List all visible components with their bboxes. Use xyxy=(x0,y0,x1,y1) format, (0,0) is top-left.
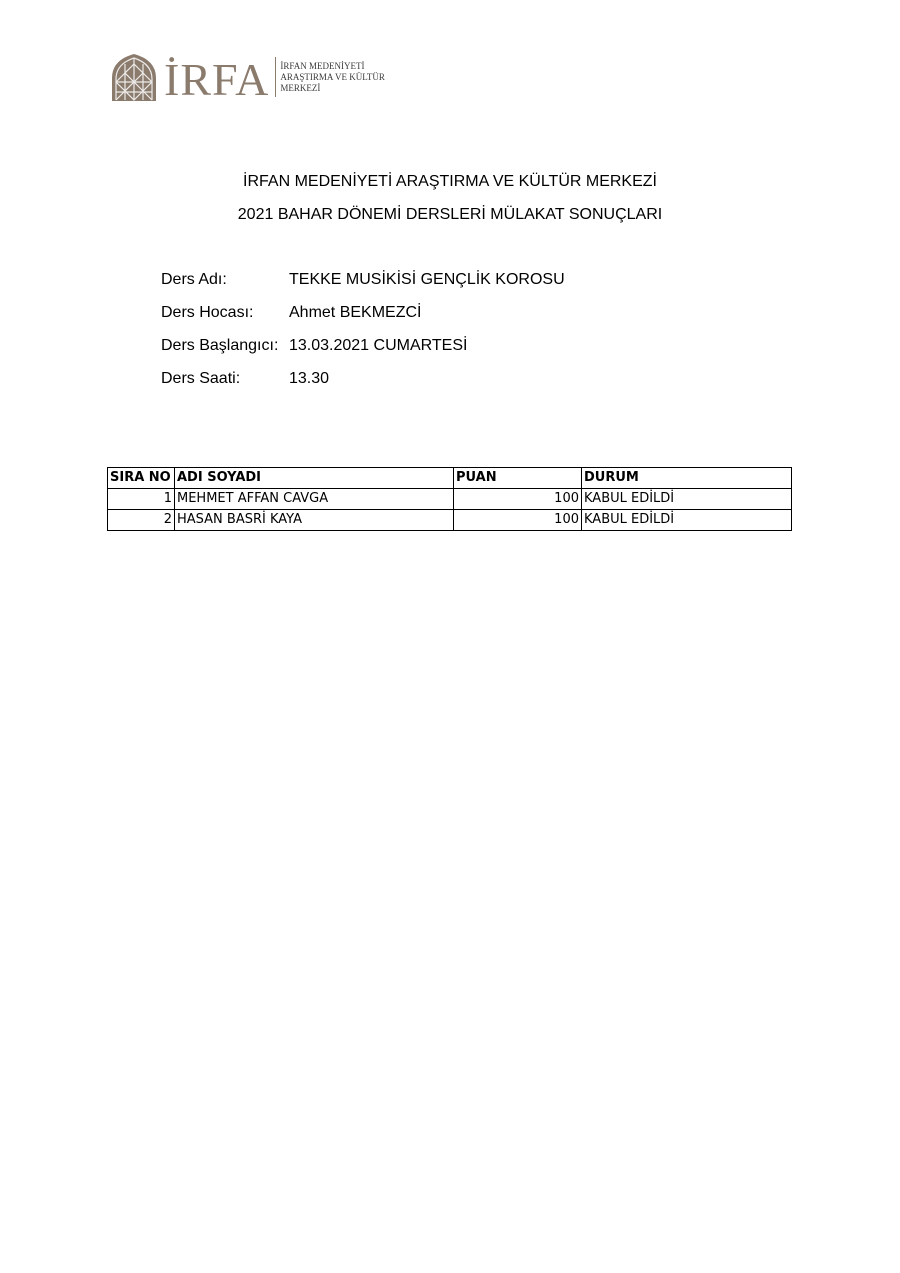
course-start-value: 13.03.2021 CUMARTESİ xyxy=(289,337,468,354)
course-info xyxy=(161,270,565,402)
course-time-label: Ders Saati: xyxy=(161,370,241,387)
logo-divider xyxy=(275,57,276,97)
document-header xyxy=(0,172,900,238)
cell-status: KABUL EDİLDİ xyxy=(582,510,792,531)
course-name-value: TEKKE MUSİKİSİ GENÇLİK KOROSU xyxy=(289,271,565,288)
cell-name: HASAN BASRİ KAYA xyxy=(175,510,454,531)
logo-wordmark: İRFA xyxy=(164,54,270,105)
table-row xyxy=(108,489,792,510)
logo-subtitle-line: İRFAN MEDENİYETİ xyxy=(280,60,365,71)
brand-logo xyxy=(110,52,385,105)
logo-arch-icon xyxy=(110,52,158,102)
results-table xyxy=(107,467,792,531)
course-info-row xyxy=(161,336,565,369)
course-time-value: 13.30 xyxy=(289,370,330,387)
course-name-label: Ders Adı: xyxy=(161,271,227,288)
document-title: İRFAN MEDENİYETİ ARAŞTIRMA VE KÜLTÜR MERKEZİ xyxy=(243,173,657,190)
column-header-name: ADI SOYADI xyxy=(175,468,454,489)
logo-subtitle-line: ARAŞTIRMA VE KÜLTÜR xyxy=(280,71,385,82)
column-header-status: DURUM xyxy=(582,468,792,489)
cell-name: MEHMET AFFAN CAVGA xyxy=(175,489,454,510)
cell-score: 100 xyxy=(454,510,582,531)
column-header-score: PUAN xyxy=(454,468,582,489)
course-info-row xyxy=(161,270,565,303)
logo-subtitle xyxy=(280,61,385,94)
table-header-row xyxy=(108,468,792,489)
cell-score: 100 xyxy=(454,489,582,510)
course-info-row xyxy=(161,303,565,336)
cell-status: KABUL EDİLDİ xyxy=(582,489,792,510)
cell-order: 2 xyxy=(108,510,175,531)
table-row xyxy=(108,510,792,531)
column-header-order: SIRA NO xyxy=(108,468,175,489)
course-info-row xyxy=(161,369,565,402)
course-start-label: Ders Başlangıcı: xyxy=(161,337,279,354)
cell-order: 1 xyxy=(108,489,175,510)
logo-subtitle-line: MERKEZİ xyxy=(280,82,321,93)
document-subtitle: 2021 BAHAR DÖNEMİ DERSLERİ MÜLAKAT SONUÇLARI xyxy=(237,206,663,223)
course-teacher-value: Ahmet BEKMEZCİ xyxy=(289,304,422,321)
course-teacher-label: Ders Hocası: xyxy=(161,304,254,321)
